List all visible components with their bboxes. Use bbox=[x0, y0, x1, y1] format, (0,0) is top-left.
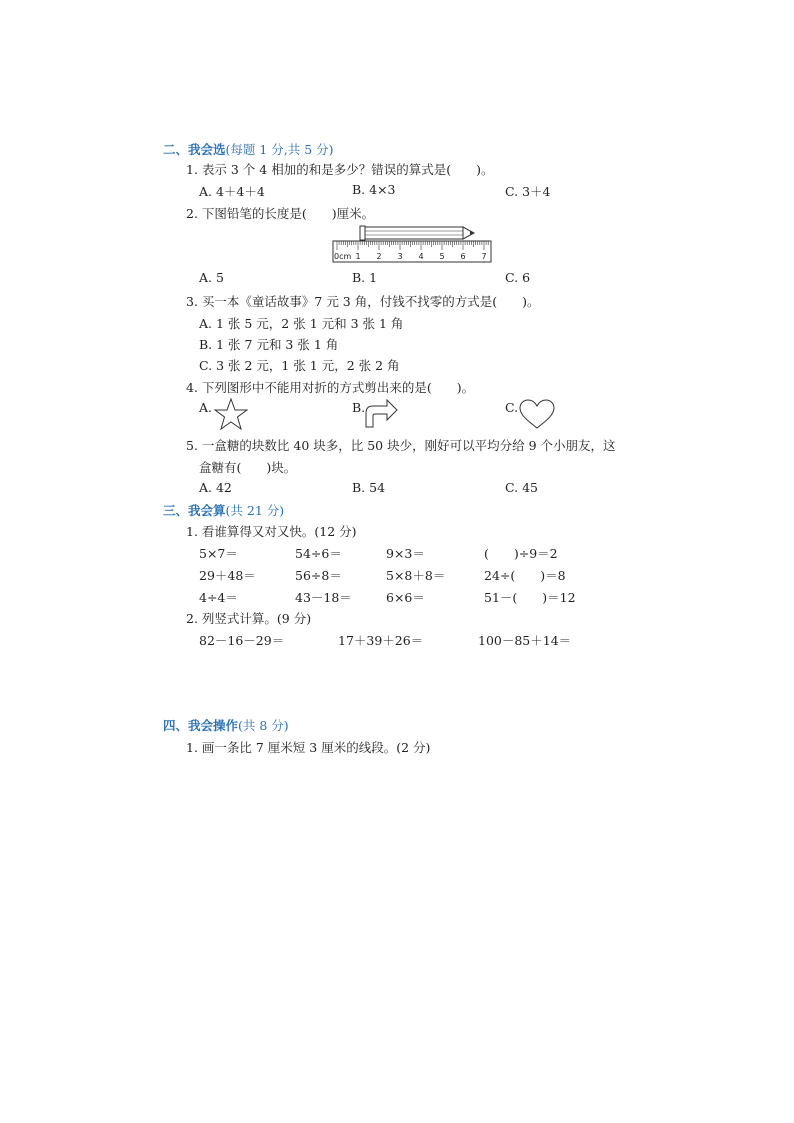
ruler-label-1: 1 bbox=[355, 252, 361, 261]
calc-item: 6×6＝ bbox=[386, 590, 425, 605]
s2-q2-text: 2. 下图铅笔的长度是( )厘米。 bbox=[186, 206, 375, 221]
calc-item: 43－18＝ bbox=[295, 590, 352, 605]
section-2-title: 二、我会选 bbox=[163, 142, 226, 157]
s2-q4-option-b: B. bbox=[352, 400, 366, 415]
calc-item: 4÷4＝ bbox=[199, 590, 238, 605]
calc-item: 9×3＝ bbox=[386, 546, 425, 561]
s2-q5-line2: 盒糖有( )块。 bbox=[199, 460, 297, 475]
s2-q2-option-a: A. 5 bbox=[199, 270, 224, 285]
heart-icon bbox=[518, 398, 556, 430]
s2-q5-option-c: C. 45 bbox=[505, 480, 538, 495]
section-4-note: (共 8 分) bbox=[238, 718, 289, 733]
pencil-icon bbox=[360, 226, 474, 240]
ruler-label-5: 5 bbox=[439, 252, 445, 261]
section-2-heading bbox=[163, 140, 334, 158]
s2-q1-option-c: C. 3＋4 bbox=[505, 184, 551, 199]
ruler-label-0: 0cm bbox=[334, 252, 352, 261]
section-2-note: (每题 1 分,共 5 分) bbox=[225, 142, 334, 157]
s4-q1-text: 1. 画一条比 7 厘米短 3 厘米的线段。(2 分) bbox=[186, 740, 431, 755]
calc-item: 5×8＋8＝ bbox=[386, 568, 446, 583]
ruler-label-3: 3 bbox=[397, 252, 403, 261]
ruler-label-7: 7 bbox=[481, 252, 487, 261]
calc-item: 29＋48＝ bbox=[199, 568, 256, 583]
calc-item: 5×7＝ bbox=[199, 546, 238, 561]
vertical-calc-item: 17＋39＋26＝ bbox=[338, 633, 424, 648]
s2-q3-option-c: C. 3 张 2 元，1 张 1 元，2 张 2 角 bbox=[199, 358, 400, 373]
s2-q5-option-b: B. 54 bbox=[352, 480, 386, 495]
vertical-calc-item: 100－85＋14＝ bbox=[478, 633, 572, 648]
s2-q1-option-a: A. 4＋4＋4 bbox=[199, 184, 265, 199]
section-3-heading bbox=[163, 501, 284, 519]
section-3-title: 三、我会算 bbox=[163, 503, 226, 518]
calc-item: ( )÷9＝2 bbox=[484, 546, 558, 561]
section-3-note: (共 21 分) bbox=[225, 503, 285, 518]
s3-q1-text: 1. 看谁算得又对又快。(12 分) bbox=[186, 524, 357, 539]
calc-item: 56÷8＝ bbox=[295, 568, 342, 583]
s2-q1-option-b: B. 4×3 bbox=[352, 182, 396, 197]
turn-arrow-icon bbox=[363, 398, 399, 428]
ruler-pencil-figure bbox=[332, 222, 494, 264]
calc-item: 51－( )＝12 bbox=[484, 590, 576, 605]
calc-item: 54÷6＝ bbox=[295, 546, 342, 561]
s2-q3-option-a: A. 1 张 5 元，2 张 1 元和 3 张 1 角 bbox=[199, 316, 404, 331]
s2-q1-text: 1. 表示 3 个 4 相加的和是多少？错误的算式是( )。 bbox=[186, 162, 494, 177]
s2-q2-option-c: C. 6 bbox=[505, 270, 531, 285]
star-icon bbox=[214, 398, 248, 430]
s2-q3-text: 3. 买一本《童话故事》7 元 3 角，付钱不找零的方式是( )。 bbox=[186, 294, 540, 309]
s2-q2-option-b: B. 1 bbox=[352, 270, 378, 285]
ruler-label-6: 6 bbox=[460, 252, 466, 261]
s2-q4-option-a: A. bbox=[199, 400, 213, 415]
calc-item: 24÷( )＝8 bbox=[484, 568, 566, 583]
s2-q4-option-c: C. bbox=[505, 400, 519, 415]
s2-q4-text: 4. 下列图形中不能用对折的方式剪出来的是( )。 bbox=[186, 380, 475, 395]
section-4-title: 四、我会操作 bbox=[163, 718, 239, 733]
s2-q5-line1: 5. 一盒糖的块数比 40 块多，比 50 块少，刚好可以平均分给 9 个小朋友，这 bbox=[186, 438, 616, 453]
s3-q2-text: 2. 列竖式计算。(9 分) bbox=[186, 611, 312, 626]
ruler-label-2: 2 bbox=[376, 252, 382, 261]
vertical-calc-item: 82－16－29＝ bbox=[199, 633, 285, 648]
ruler-label-4: 4 bbox=[418, 252, 424, 261]
section-4-heading bbox=[163, 716, 289, 734]
s2-q3-option-b: B. 1 张 7 元和 3 张 1 角 bbox=[199, 337, 339, 352]
s2-q5-option-a: A. 42 bbox=[199, 480, 232, 495]
